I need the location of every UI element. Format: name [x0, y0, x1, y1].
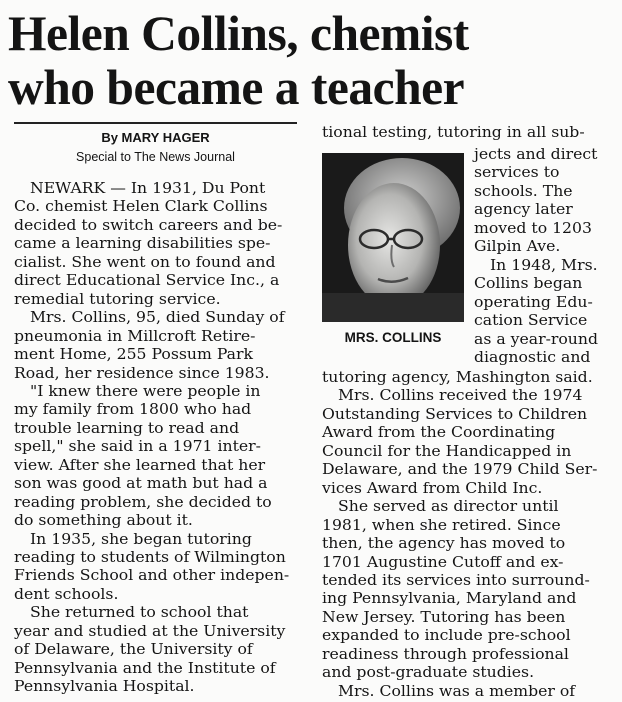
headline-line-2: who became a teacher: [8, 59, 465, 115]
article-line: Delaware, and the 1979 Child Ser-: [322, 462, 598, 479]
news-service: Special to The News Journal: [76, 150, 235, 164]
article-line: view. After she learned that her: [14, 457, 266, 474]
article-line: direct Educational Service Inc., a: [14, 273, 280, 290]
article-line: 1981, when she retired. Since: [322, 517, 561, 534]
article-line: of Delaware, the University of: [14, 642, 253, 659]
article-line: moved to 1203: [474, 220, 592, 237]
article-line: my family from 1800 who had: [14, 402, 252, 419]
article-line: do something about it.: [14, 513, 193, 530]
article-line: trouble learning to read and: [14, 420, 240, 437]
article-line: Co. chemist Helen Clark Collins: [14, 199, 268, 216]
article-line: 1701 Augustine Cutoff and ex-: [322, 554, 564, 571]
article-line: ment Home, 255 Possum Park: [14, 347, 253, 364]
article-line: services to: [474, 165, 560, 182]
article-line: Outstanding Services to Children: [322, 406, 588, 423]
article-line: jects and direct: [474, 147, 598, 163]
article-line: tional testing, tutoring in all sub-: [322, 125, 585, 141]
article-line: spell," she said in a 1971 inter-: [14, 439, 261, 456]
article-line: diagnostic and: [474, 349, 591, 366]
article-line: Mrs. Collins was a member of: [338, 683, 576, 700]
article-line: ing Pennsylvania, Maryland and: [322, 591, 577, 608]
article-line: reading to students of Wilmington: [14, 550, 286, 566]
photo-caption: MRS. COLLINS: [344, 330, 442, 345]
article-line: Pennsylvania and the Institute of: [14, 660, 276, 677]
article-line: cialist. She went on to found and: [14, 254, 276, 271]
article-line: decided to switch careers and be-: [14, 217, 283, 234]
article-line: and post-graduate studies.: [322, 665, 535, 682]
article-line: Council for the Handicapped in: [322, 443, 572, 460]
article-line: In 1948, Mrs.: [490, 257, 598, 274]
article-line: NEWARK — In 1931, Du Pont: [30, 181, 266, 197]
article-line: Road, her residence since 1983.: [14, 365, 270, 382]
article-line: reading problem, she decided to: [14, 494, 272, 511]
article-line: son was good at math but had a: [14, 476, 268, 493]
article-line: came a learning disabilities spe-: [14, 236, 271, 253]
article-line: vices Award from Child Inc.: [322, 480, 543, 497]
article-line: Mrs. Collins, 95, died Sunday of: [30, 310, 285, 327]
article-line: Award from the Coordinating: [322, 425, 556, 442]
article-line: Pennsylvania Hospital.: [14, 679, 195, 696]
article-line: readiness through professional: [322, 646, 569, 663]
article-line: tended its services into surround-: [322, 572, 590, 589]
article-line: Friends School and other indepen-: [14, 568, 290, 585]
article-line: Collins began: [474, 276, 583, 293]
article-line: New Jersey. Tutoring has been: [322, 609, 566, 626]
article-line: agency later: [474, 202, 573, 219]
article-line: "I knew there were people in: [30, 383, 261, 400]
article-line: pneumonia in Millcroft Retire-: [14, 328, 256, 345]
article-line: Gilpin Ave.: [474, 239, 561, 256]
byline-rule: [14, 122, 297, 124]
article-line: then, the agency has moved to: [322, 536, 566, 553]
portrait-illustration: [322, 153, 464, 322]
byline: By MARY HAGER: [101, 130, 210, 145]
article-line: expanded to include pre-school: [322, 628, 571, 645]
article-line: She served as director until: [338, 499, 559, 516]
article-line: schools. The: [474, 183, 573, 200]
article-line: cation Service: [474, 313, 588, 330]
article-line: as a year-round: [474, 331, 599, 348]
article-line: dent schools.: [14, 586, 119, 603]
article-line: operating Edu-: [474, 294, 593, 311]
article-line: year and studied at the University: [14, 623, 286, 640]
article-line: tutoring agency, Mashington said.: [322, 370, 593, 386]
portrait-photo: [322, 153, 464, 322]
article-line: remedial tutoring service.: [14, 291, 221, 308]
headline: [8, 6, 614, 114]
article-line: She returned to school that: [30, 605, 249, 622]
headline-line-1: Helen Collins, chemist: [8, 5, 469, 61]
article-line: Mrs. Collins received the 1974: [338, 388, 583, 405]
article-line: In 1935, she began tutoring: [30, 531, 252, 548]
